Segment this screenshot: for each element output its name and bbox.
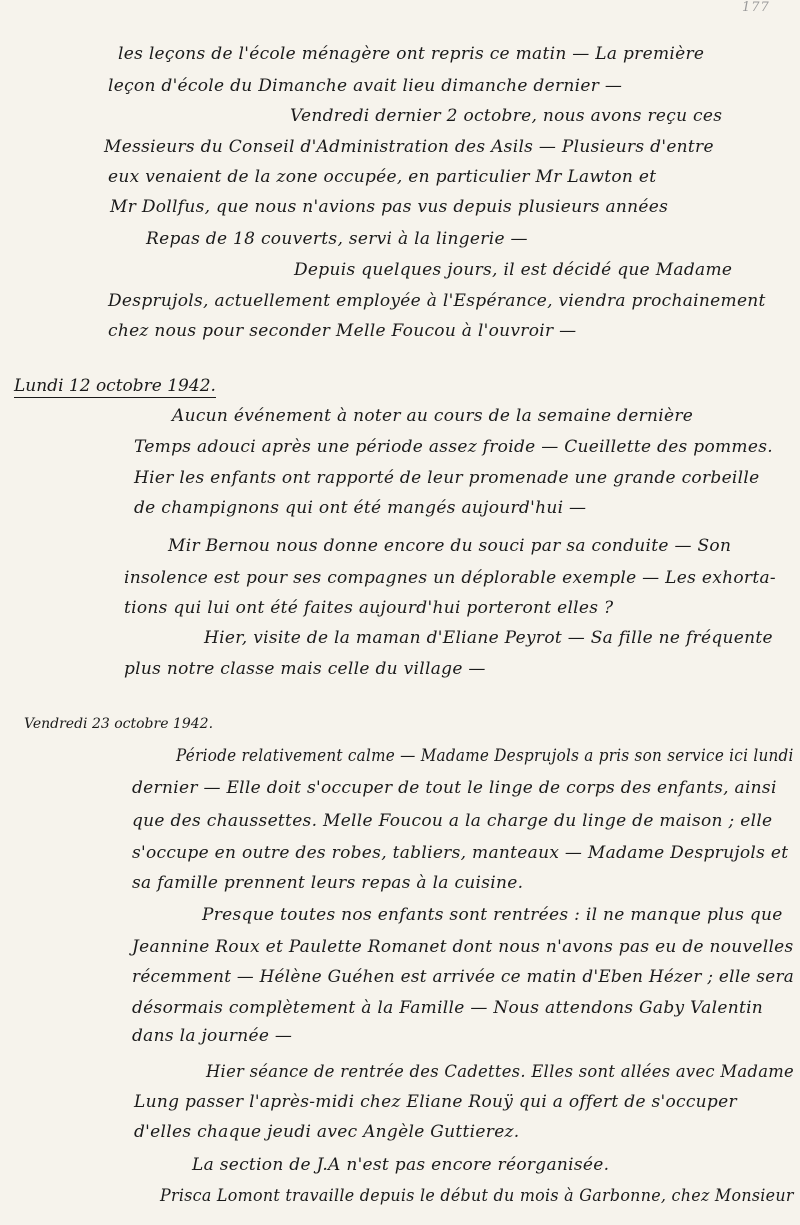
text-line: sa famille prennent leurs repas à la cuisine. (132, 873, 524, 893)
text-line: s'occupe en outre des robes, tabliers, manteaux — Madame Desprujols et (132, 843, 789, 863)
text-line: Lung passer l'après-midi chez Eliane Rouÿ qui a offert de s'occuper (134, 1092, 737, 1112)
text-line: Aucun événement à noter au cours de la semaine dernière (172, 406, 694, 426)
text-line: dernier — Elle doit s'occuper de tout le linge de corps des enfants, ainsi (132, 778, 777, 798)
text-line: Mr Dollfus, que nous n'avions pas vus depuis plusieurs années (110, 197, 669, 217)
text-line: Hier séance de rentrée des Cadettes. Elles sont allées avec Madame (206, 1062, 795, 1082)
text-line: récemment — Hélène Guéhen est arrivée ce matin d'Eben Hézer ; elle sera (132, 967, 795, 987)
text-line: leçon d'école du Dimanche avait lieu dimanche dernier — (108, 76, 623, 96)
text-line: tions qui lui ont été faites aujourd'hui porteront elles ? (124, 598, 614, 618)
text-line: Vendredi dernier 2 octobre, nous avons reçu ces (290, 106, 723, 126)
text-line: chez nous pour seconder Melle Foucou à l'ouvroir — (108, 321, 577, 341)
text-line: Desprujols, actuellement employée à l'Espérance, viendra prochainement (108, 291, 766, 311)
text-line: désormais complètement à la Famille — Nous attendons Gaby Valentin (132, 998, 764, 1018)
text-line: Presque toutes nos enfants sont rentrées : il ne manque plus que (202, 905, 783, 925)
text-line: Messieurs du Conseil d'Administration des Asils — Plusieurs d'entre (104, 137, 714, 157)
text-line: plus notre classe mais celle du village — (124, 659, 486, 679)
text-line: Hier, visite de la maman d'Eliane Peyrot — Sa fille ne fréquente (204, 628, 773, 648)
text-line: eux venaient de la zone occupée, en particulier Mr Lawton et (108, 167, 657, 187)
text-line: de champignons qui ont été mangés aujourd'hui — (134, 498, 587, 518)
text-line: Période relativement calme — Madame Desprujols a pris son service ici lundi (176, 746, 794, 766)
text-line: Depuis quelques jours, il est décidé que Madame (294, 260, 733, 280)
text-line: dans la journée — (132, 1026, 293, 1046)
text-line: La section de J.A n'est pas encore réorganisée. (192, 1155, 610, 1175)
text-line: Temps adouci après une période assez froide — Cueillette des pommes. (134, 437, 773, 457)
text-line: Mir Bernou nous donne encore du souci par sa conduite — Son (168, 536, 732, 556)
text-line: Prisca Lomont travaille depuis le début du mois à Garbonne, chez Monsieur (160, 1186, 794, 1206)
text-line: Repas de 18 couverts, servi à la lingerie — (146, 229, 528, 249)
text-line: Hier les enfants ont rapporté de leur promenade une grande corbeille (134, 468, 760, 488)
entry-date-heading: Vendredi 23 octobre 1942. (24, 716, 214, 732)
text-line: que des chaussettes. Melle Foucou a la charge du linge de maison ; elle (132, 811, 773, 831)
text-line: d'elles chaque jeudi avec Angèle Guttierez. (134, 1122, 520, 1142)
page-number: 177 (742, 0, 770, 15)
text-line: Jeannine Roux et Paulette Romanet dont nous n'avons pas eu de nouvelles (132, 937, 794, 957)
text-line: les leçons de l'école ménagère ont repris ce matin — La première (118, 44, 705, 64)
entry-date-heading: Lundi 12 octobre 1942. (14, 376, 216, 396)
text-line: insolence est pour ses compagnes un déplorable exemple — Les exhorta- (124, 568, 776, 588)
